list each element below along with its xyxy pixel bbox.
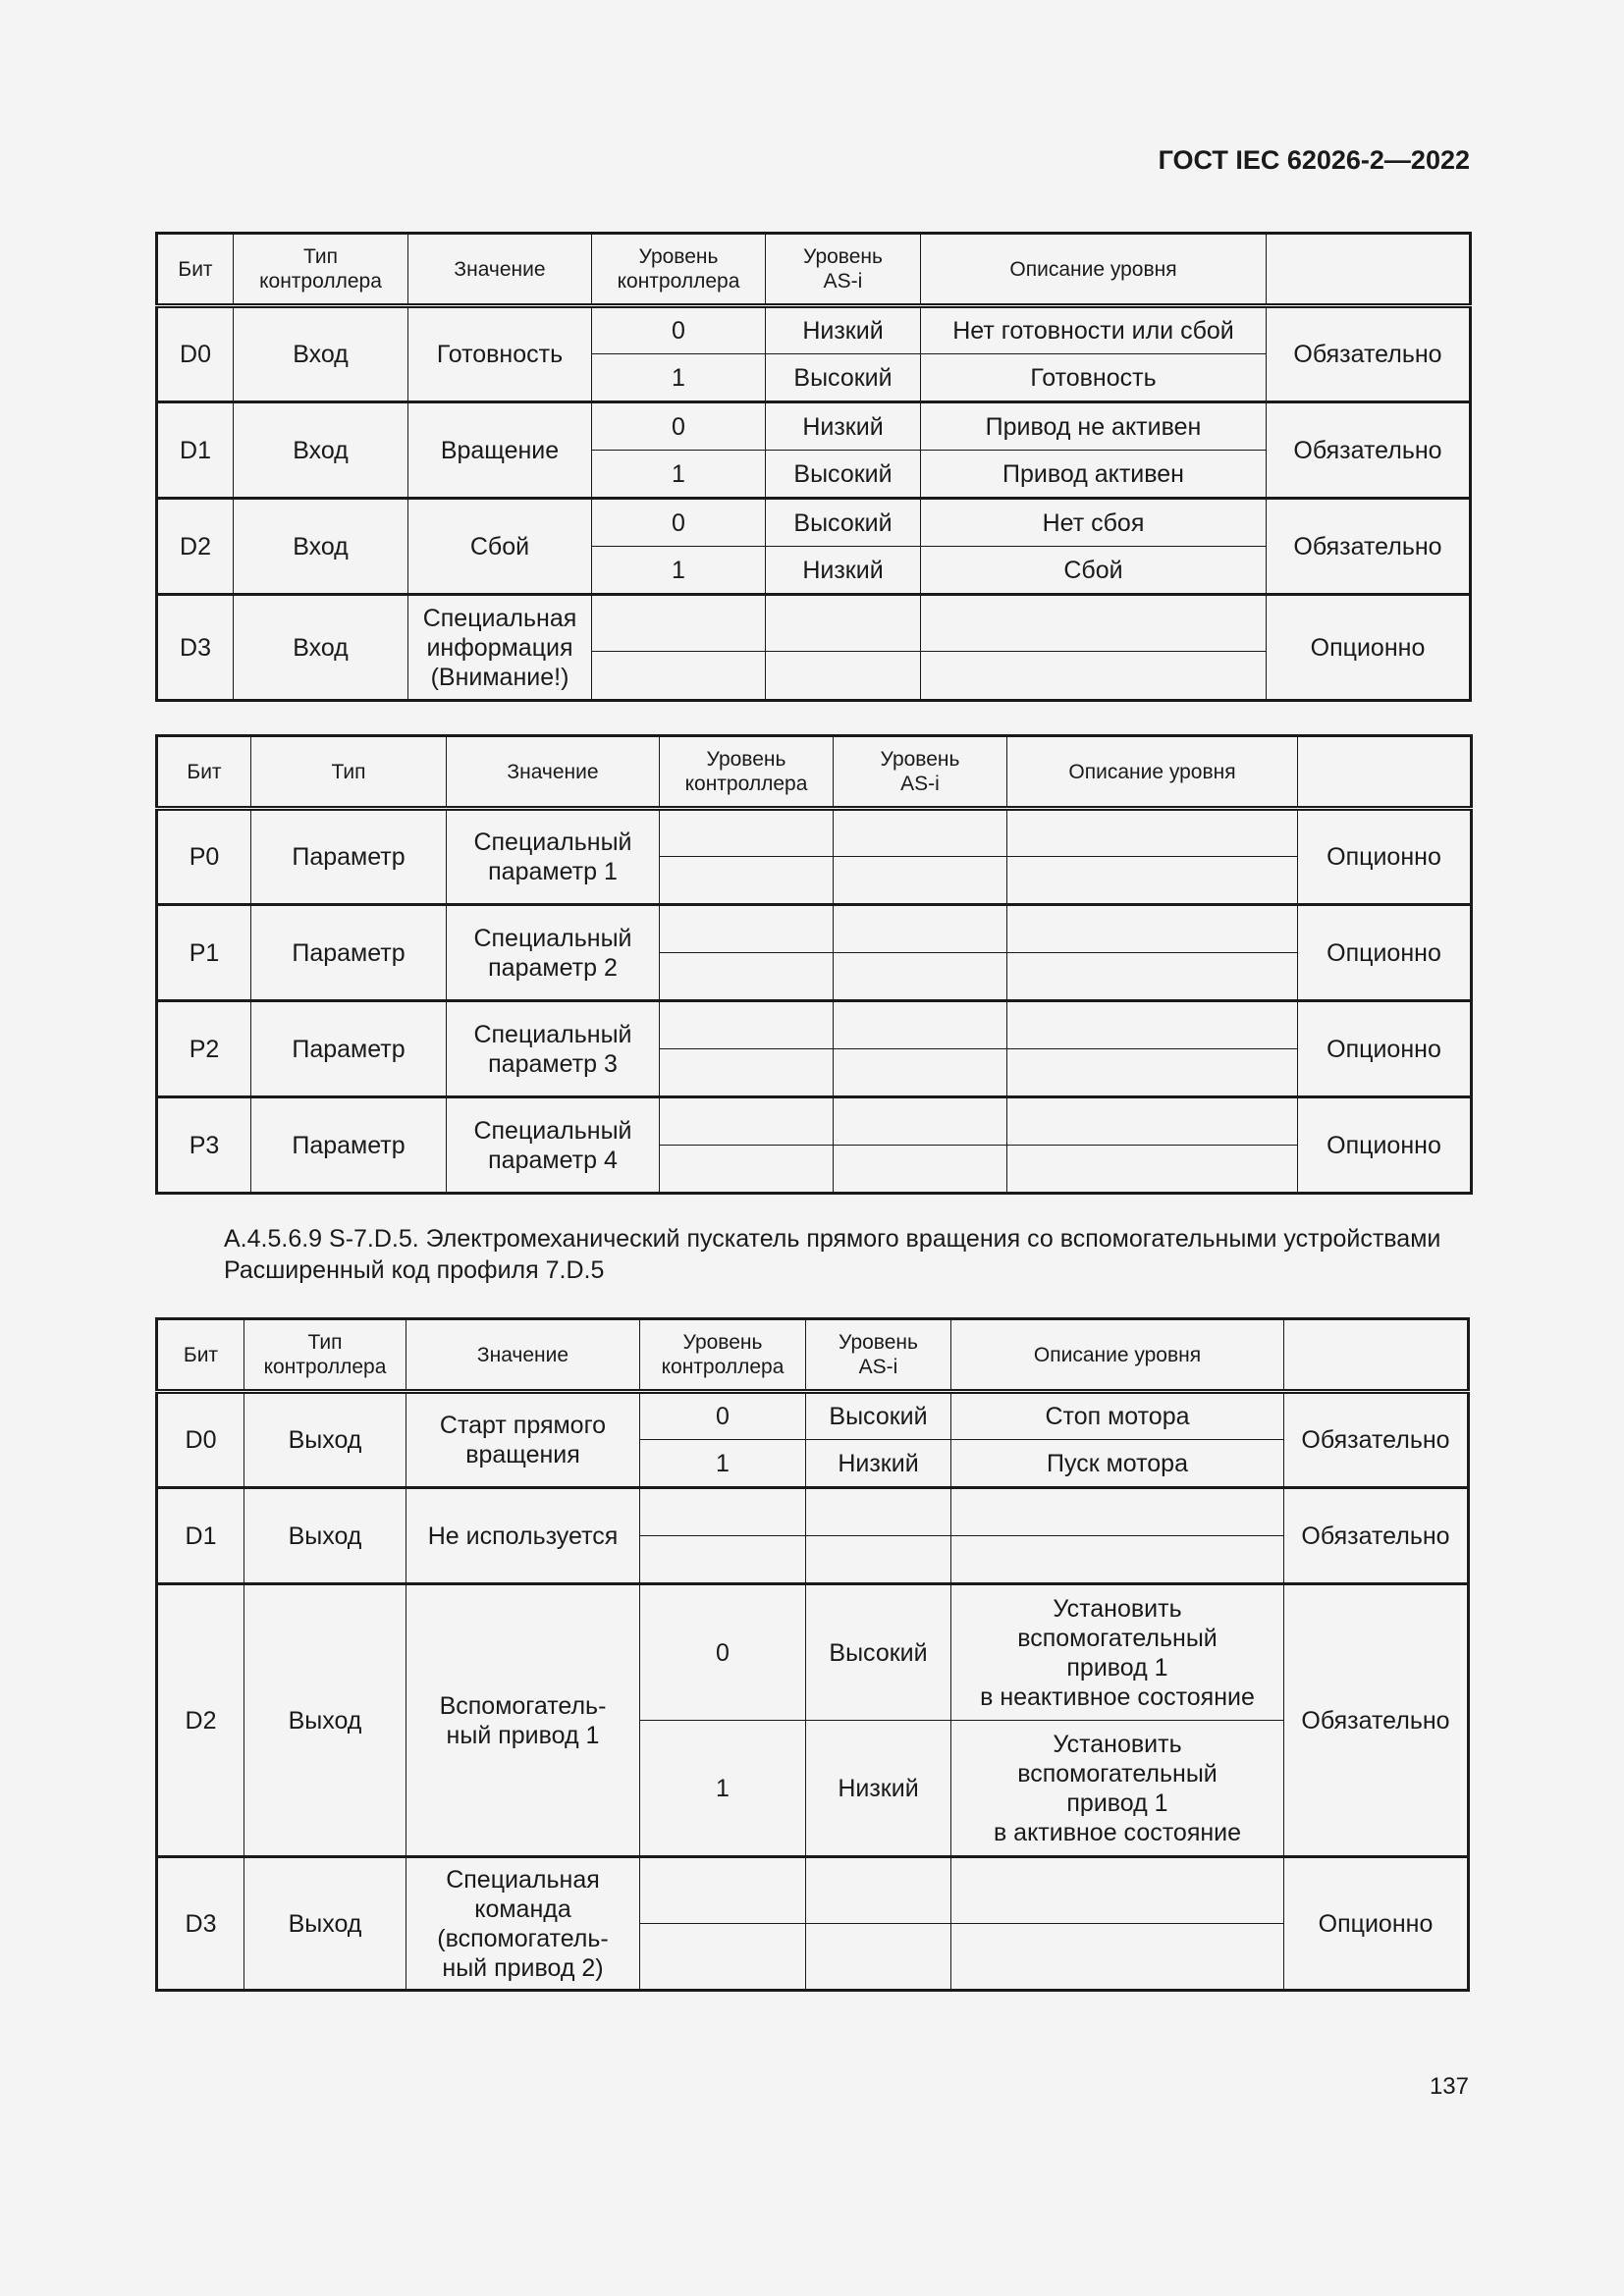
- description-cell: Установить вспомогательный привод 1 в активное состояние: [951, 1721, 1284, 1857]
- bit-cell: D1: [157, 402, 234, 499]
- type-cell: Выход: [244, 1488, 406, 1584]
- header-asi-level: Уровень AS-i: [766, 234, 921, 306]
- bit-table-inputs: [155, 232, 1472, 702]
- header-requirement: [1267, 234, 1471, 306]
- header-level-description: Описание уровня: [921, 234, 1267, 306]
- table-row-group: [157, 1857, 1469, 1991]
- requirement-cell: Опционно: [1298, 905, 1472, 1001]
- meaning-cell: Специальный параметр 2: [447, 905, 660, 1001]
- header-controller-type: Тип контроллера: [244, 1319, 406, 1392]
- bit-cell: P1: [157, 905, 251, 1001]
- bit-cell: D1: [157, 1488, 244, 1584]
- requirement-cell: Опционно: [1284, 1857, 1469, 1991]
- requirement-cell: Обязательно: [1284, 1488, 1469, 1584]
- asi-level-cell: Высокий: [806, 1392, 951, 1440]
- header-type: Тип: [251, 736, 447, 809]
- table-row-group: [157, 1001, 1472, 1097]
- bit-cell: D2: [157, 499, 234, 595]
- asi-level-cell: [806, 1924, 951, 1991]
- profile-code-line: Расширенный код профиля 7.D.5: [224, 1256, 605, 1284]
- meaning-cell: Специальный параметр 3: [447, 1001, 660, 1097]
- controller-level-cell: [640, 1857, 806, 1924]
- section-title: А.4.5.6.9 S-7.D.5. Электромеханический пускатель прямого вращения со вспомогательными устройствами: [224, 1225, 1441, 1253]
- description-cell: Привод активен: [921, 451, 1267, 499]
- asi-level-cell: Высокий: [766, 354, 921, 402]
- asi-level-cell: [834, 1097, 1007, 1146]
- type-cell: Вход: [234, 306, 408, 402]
- description-cell: [1007, 809, 1298, 857]
- type-cell: Вход: [234, 402, 408, 499]
- header-controller-level: Уровень контроллера: [592, 234, 766, 306]
- asi-level-cell: [834, 905, 1007, 953]
- requirement-cell: Опционно: [1298, 1001, 1472, 1097]
- asi-level-cell: Высокий: [806, 1584, 951, 1721]
- requirement-cell: Опционно: [1267, 595, 1471, 701]
- description-cell: [1007, 905, 1298, 953]
- asi-level-cell: [834, 1146, 1007, 1194]
- controller-level-cell: [592, 595, 766, 652]
- description-cell: [921, 652, 1267, 701]
- page-number: 137: [1429, 2073, 1469, 2100]
- table-row-group: [157, 1584, 1469, 1857]
- asi-level-cell: Низкий: [766, 547, 921, 595]
- meaning-cell: Специальная информация (Внимание!): [408, 595, 592, 701]
- table-row-group: [157, 402, 1471, 499]
- controller-level-cell: [660, 953, 834, 1001]
- asi-level-cell: [806, 1857, 951, 1924]
- asi-level-cell: Низкий: [806, 1721, 951, 1857]
- type-cell: Параметр: [251, 905, 447, 1001]
- meaning-cell: Специальный параметр 4: [447, 1097, 660, 1194]
- table-row-group: [157, 1097, 1472, 1194]
- table-row-group: [157, 1488, 1469, 1584]
- description-cell: Сбой: [921, 547, 1267, 595]
- type-cell: Параметр: [251, 1097, 447, 1194]
- asi-level-cell: [806, 1536, 951, 1584]
- description-cell: Готовность: [921, 354, 1267, 402]
- type-cell: Параметр: [251, 1001, 447, 1097]
- meaning-cell: Не используется: [406, 1488, 640, 1584]
- description-cell: Пуск мотора: [951, 1440, 1284, 1488]
- document-code: ГОСТ IEC 62026-2—2022: [1158, 145, 1470, 175]
- requirement-cell: Обязательно: [1267, 306, 1471, 402]
- controller-level-cell: [660, 809, 834, 857]
- header-level-description: Описание уровня: [1007, 736, 1298, 809]
- controller-level-cell: 1: [592, 354, 766, 402]
- asi-level-cell: [834, 857, 1007, 905]
- bit-cell: P3: [157, 1097, 251, 1194]
- description-cell: [1007, 1097, 1298, 1146]
- table-row-group: [157, 499, 1471, 595]
- asi-level-cell: [766, 652, 921, 701]
- bit-cell: P2: [157, 1001, 251, 1097]
- header-requirement: [1284, 1319, 1469, 1392]
- meaning-cell: Вспомогатель- ный привод 1: [406, 1584, 640, 1857]
- header-asi-level: Уровень AS-i: [806, 1319, 951, 1392]
- header-bit: Бит: [157, 1319, 244, 1392]
- bit-table-parameters: [155, 734, 1473, 1195]
- header-level-description: Описание уровня: [951, 1319, 1284, 1392]
- description-cell: [1007, 953, 1298, 1001]
- description-cell: Нет сбоя: [921, 499, 1267, 547]
- asi-level-cell: Низкий: [806, 1440, 951, 1488]
- description-cell: [1007, 1001, 1298, 1049]
- description-cell: [951, 1488, 1284, 1536]
- controller-level-cell: 0: [592, 402, 766, 451]
- description-cell: [951, 1536, 1284, 1584]
- controller-level-cell: [660, 1001, 834, 1049]
- asi-level-cell: [834, 809, 1007, 857]
- header-meaning: Значение: [408, 234, 592, 306]
- table-row-group: [157, 905, 1472, 1001]
- bit-cell: D0: [157, 1392, 244, 1488]
- description-cell: Стоп мотора: [951, 1392, 1284, 1440]
- asi-level-cell: Высокий: [766, 499, 921, 547]
- controller-level-cell: 1: [592, 547, 766, 595]
- controller-level-cell: [660, 905, 834, 953]
- bit-cell: D3: [157, 1857, 244, 1991]
- bit-cell: P0: [157, 809, 251, 905]
- header-asi-level: Уровень AS-i: [834, 736, 1007, 809]
- header-requirement: [1298, 736, 1472, 809]
- header-meaning: Значение: [447, 736, 660, 809]
- meaning-cell: Специальный параметр 1: [447, 809, 660, 905]
- header-meaning: Значение: [406, 1319, 640, 1392]
- meaning-cell: Вращение: [408, 402, 592, 499]
- bit-cell: D3: [157, 595, 234, 701]
- requirement-cell: Опционно: [1298, 809, 1472, 905]
- controller-level-cell: 0: [592, 306, 766, 354]
- type-cell: Вход: [234, 499, 408, 595]
- asi-level-cell: [834, 1049, 1007, 1097]
- description-cell: [921, 595, 1267, 652]
- header-controller-level: Уровень контроллера: [640, 1319, 806, 1392]
- controller-level-cell: [660, 1049, 834, 1097]
- requirement-cell: Обязательно: [1284, 1392, 1469, 1488]
- asi-level-cell: [834, 1001, 1007, 1049]
- description-cell: [951, 1857, 1284, 1924]
- controller-level-cell: 0: [592, 499, 766, 547]
- description-cell: [1007, 1049, 1298, 1097]
- description-cell: [1007, 1146, 1298, 1194]
- meaning-cell: Сбой: [408, 499, 592, 595]
- requirement-cell: Обязательно: [1267, 402, 1471, 499]
- meaning-cell: Старт прямого вращения: [406, 1392, 640, 1488]
- bit-cell: D2: [157, 1584, 244, 1857]
- asi-level-cell: Низкий: [766, 402, 921, 451]
- asi-level-cell: [766, 595, 921, 652]
- controller-level-cell: [592, 652, 766, 701]
- type-cell: Выход: [244, 1857, 406, 1991]
- controller-level-cell: [640, 1488, 806, 1536]
- controller-level-cell: 0: [640, 1392, 806, 1440]
- meaning-cell: Готовность: [408, 306, 592, 402]
- controller-level-cell: 1: [640, 1721, 806, 1857]
- asi-level-cell: [806, 1488, 951, 1536]
- description-cell: Нет готовности или сбой: [921, 306, 1267, 354]
- requirement-cell: Обязательно: [1267, 499, 1471, 595]
- controller-level-cell: [660, 1146, 834, 1194]
- asi-level-cell: Низкий: [766, 306, 921, 354]
- controller-level-cell: [640, 1536, 806, 1584]
- requirement-cell: Опционно: [1298, 1097, 1472, 1194]
- section-heading: [224, 1223, 1500, 1286]
- type-cell: Параметр: [251, 809, 447, 905]
- asi-level-cell: Высокий: [766, 451, 921, 499]
- description-cell: Установить вспомогательный привод 1 в неактивное состояние: [951, 1584, 1284, 1721]
- type-cell: Выход: [244, 1584, 406, 1857]
- header-controller-level: Уровень контроллера: [660, 736, 834, 809]
- description-cell: [1007, 857, 1298, 905]
- description-cell: [951, 1924, 1284, 1991]
- type-cell: Выход: [244, 1392, 406, 1488]
- description-cell: Привод не активен: [921, 402, 1267, 451]
- controller-level-cell: [660, 857, 834, 905]
- controller-level-cell: [640, 1924, 806, 1991]
- table-row-group: [157, 595, 1471, 701]
- table-row-group: [157, 306, 1471, 402]
- bit-table-outputs: [155, 1317, 1470, 1992]
- controller-level-cell: 1: [592, 451, 766, 499]
- type-cell: Вход: [234, 595, 408, 701]
- requirement-cell: Обязательно: [1284, 1584, 1469, 1857]
- header-controller-type: Тип контроллера: [234, 234, 408, 306]
- header-bit: Бит: [157, 234, 234, 306]
- table-row-group: [157, 1392, 1469, 1488]
- table-row-group: [157, 809, 1472, 905]
- controller-level-cell: [660, 1097, 834, 1146]
- header-bit: Бит: [157, 736, 251, 809]
- controller-level-cell: 0: [640, 1584, 806, 1721]
- controller-level-cell: 1: [640, 1440, 806, 1488]
- asi-level-cell: [834, 953, 1007, 1001]
- bit-cell: D0: [157, 306, 234, 402]
- meaning-cell: Специальная команда (вспомогатель- ный привод 2): [406, 1857, 640, 1991]
